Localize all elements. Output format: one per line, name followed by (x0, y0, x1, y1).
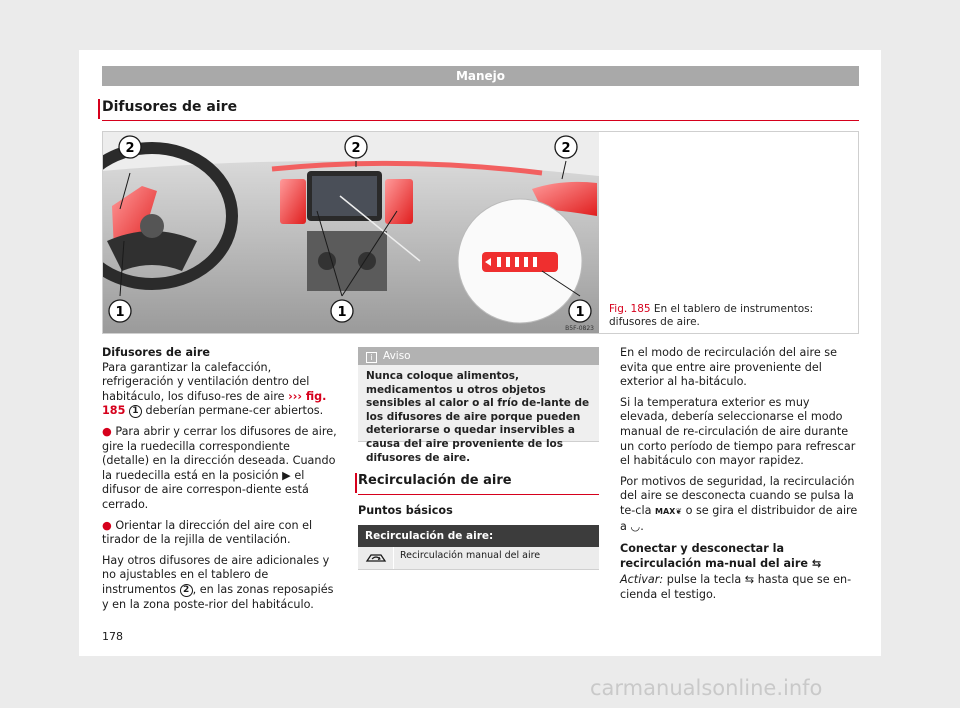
closed-position-icon: ▶ (282, 468, 291, 482)
col3-activar (620, 573, 860, 602)
callout-1-right (569, 300, 591, 322)
table-cell-icon (358, 547, 394, 569)
callout-2-left (119, 136, 141, 158)
detail-vent-slat (533, 257, 537, 267)
table-cell-text: Recirculación manual del aire (400, 550, 541, 561)
title-rule (102, 120, 859, 121)
col3-paragraph-1: En el modo de recirculación del aire se evita que entre aire proveniente del exterior al ha-bitáculo. (620, 346, 837, 389)
center-vent-right (385, 179, 413, 224)
callout-label: 2 (125, 141, 135, 156)
callout-label: 1 (575, 305, 585, 320)
col1-bullet-1 (102, 425, 340, 513)
table-header: Recirculación de aire: (358, 525, 599, 547)
figure-label: Fig. 185 (609, 303, 651, 315)
callout-1-center (331, 300, 353, 322)
puntos-basicos: Puntos básicos (358, 504, 453, 517)
detail-vent-slat (515, 257, 519, 267)
notice-label: Aviso (383, 350, 411, 362)
windshield-icon: ◡ (630, 519, 641, 533)
dashboard-illustration (102, 131, 599, 334)
text: el difusor de aire correspon-diente está cerrado. (102, 468, 309, 511)
info-icon: i (366, 352, 377, 363)
text: Por motivos de seguridad, la recirculación del aire se desconecta cuando se pulsa la te-cla (620, 474, 855, 517)
activar-label: Activar: (620, 573, 664, 587)
center-screen-display (312, 176, 377, 216)
col1-heading: Difusores de aire (102, 346, 210, 359)
text: Hay otros difusores de aire adicionales y no ajustables en el tablero de instrumentos (102, 553, 330, 596)
chapter-header: Manejo (102, 66, 859, 86)
col3-paragraph-3 (620, 475, 860, 534)
recirc-table (358, 525, 599, 570)
section-title: Difusores de aire (102, 99, 238, 115)
detail-vent (482, 252, 558, 272)
heading-text: Conectar y desconectar la recirculación ma-nual del aire (620, 542, 808, 570)
callout-label: 1 (115, 305, 125, 320)
callout-2-right (555, 136, 577, 158)
figure-reference-link[interactable]: ››› fig. 185 (102, 389, 327, 418)
figure-caption (609, 303, 851, 329)
table-row (358, 547, 599, 570)
text: , en las zonas reposapiés y en la zona poste-rior del habitáculo. (102, 582, 334, 611)
callout-1-left (109, 300, 131, 322)
dashboard-figure (102, 131, 599, 334)
detail-vent-slat (506, 257, 510, 267)
column-left (102, 346, 340, 618)
max-defrost-icon: MAX❦ (654, 506, 683, 516)
col1-bullet-2 (102, 519, 340, 548)
detail-vent-slat (497, 257, 501, 267)
text: deberían permane-cer abiertos. (145, 404, 324, 418)
text: hasta que se en-cienda el testigo. (620, 573, 852, 601)
callout-label: 2 (561, 141, 571, 156)
text: Para abrir y cerrar los difusores de aire, gire la ruedecilla correspondiente (detalle) en la dirección deseada. Cuando la ruedecilla está en la posición (102, 424, 337, 482)
col3-heading (620, 542, 860, 571)
callout-2-center (345, 136, 367, 158)
recirculation-icon: ⇆ (744, 573, 755, 587)
bullet-icon: ● (102, 424, 112, 438)
recirc-title: Recirculación de aire (358, 473, 512, 488)
callout-label: 1 (337, 305, 347, 320)
text: . (640, 519, 644, 533)
col1-paragraph-1 (102, 361, 340, 419)
bullet-icon: ● (102, 518, 112, 532)
callout-ref: 1 (129, 405, 142, 418)
callout-label: 2 (351, 141, 361, 156)
text: Orientar la dirección del aire con el tirador de la rejilla de ventilación. (102, 518, 313, 547)
notice-text: Nunca coloque alimentos, medicamentos u otros objetos sensibles al calor o al frío de-lante de los difusores de aire porque pueden deteriorarse o quedar inservibles a causa del aire proveniente de los difusores de aire. (366, 370, 590, 464)
page-number: 178 (102, 630, 123, 643)
caption-text: En el tablero de instrumentos: difusores de aire. (609, 303, 814, 328)
column-right (620, 346, 860, 609)
col1-paragraph-2 (102, 554, 340, 612)
title-accent-bar (98, 99, 100, 119)
text: o se gira el distribuidor de aire a (620, 503, 858, 533)
center-vent-left (280, 179, 306, 224)
text: pulse la tecla (666, 573, 742, 587)
detail-vent-slat (524, 257, 528, 267)
max-label: MAX (654, 506, 676, 516)
recirculation-icon (365, 552, 387, 564)
watermark: carmanualsonline.info (590, 676, 823, 700)
recirculation-icon: ⇆ (811, 556, 822, 570)
figure-code: B5F-0823 (565, 325, 594, 332)
col3-paragraph-2: Si la temperatura exterior es muy elevada, debería seleccionarse el modo manual de re-circulación de aire durante un corto período de tiempo para refrescar el habitáculo con mayor rapidez. (620, 395, 856, 468)
subtitle-accent-bar (355, 473, 357, 493)
notice-header (358, 347, 599, 365)
callout-ref: 2 (180, 584, 193, 597)
text: Para garantizar la calefacción, refrigeración y ventilación dentro del habitáculo, los difuso-res de aire (102, 360, 310, 403)
notice-box (358, 347, 599, 464)
subtitle-rule (358, 494, 599, 495)
steering-logo (140, 214, 164, 238)
